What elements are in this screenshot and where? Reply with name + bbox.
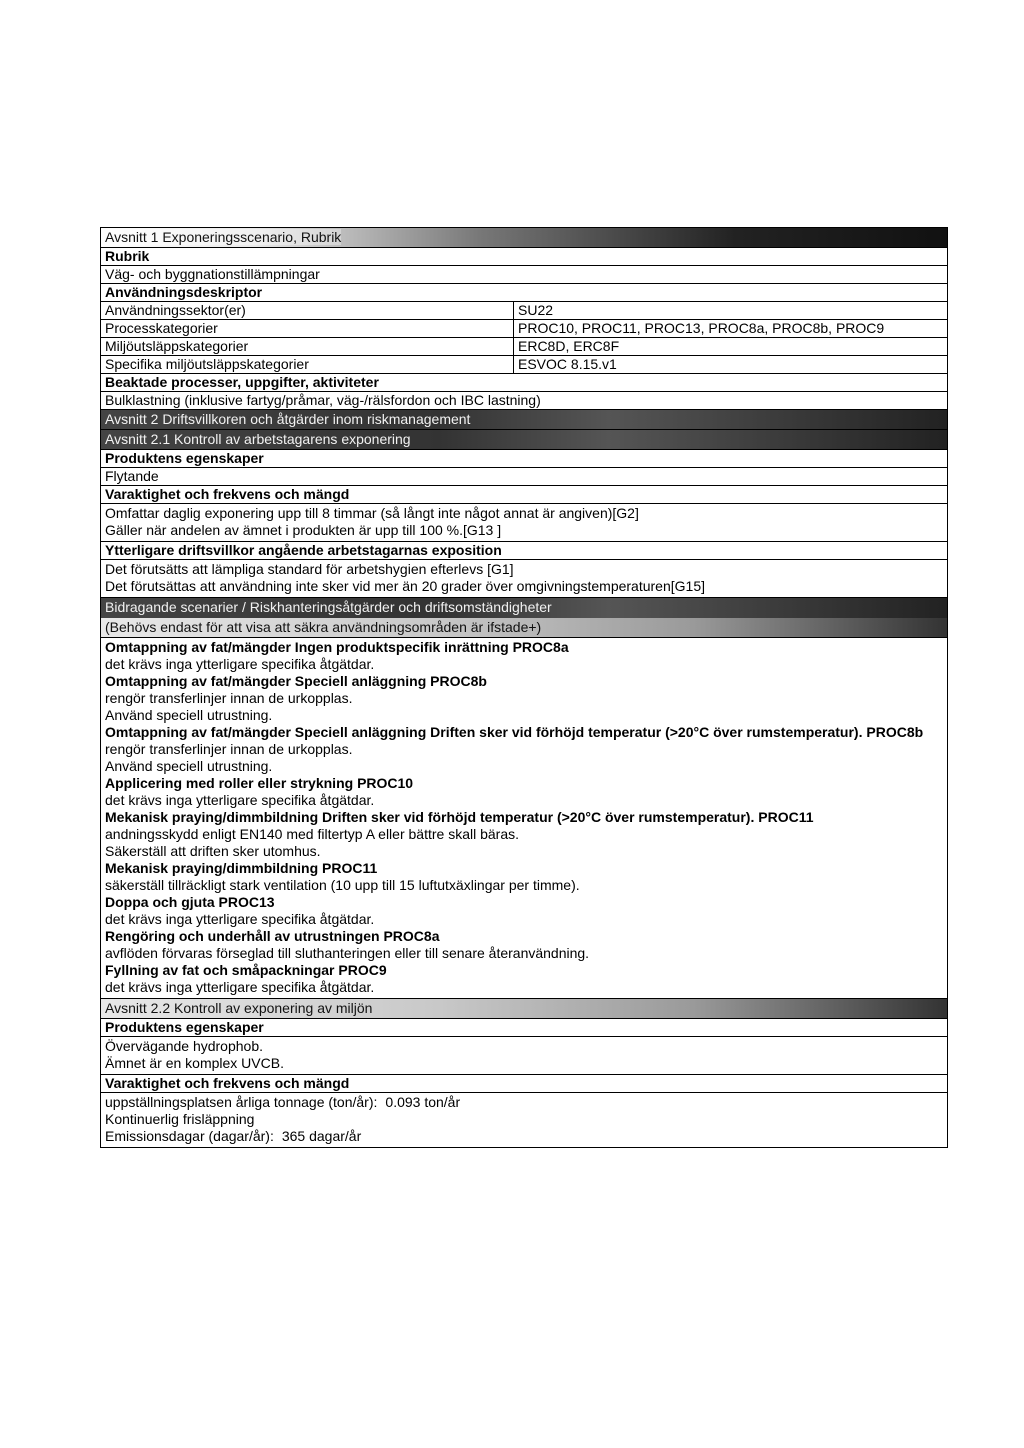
descriptor-row-label: Miljöutsläppskategorier [101, 338, 514, 355]
bidragande-note-text: (Behövs endast för att visa att säkra användningsområden är ifstade+) [105, 619, 542, 635]
descriptor-row-value: PROC10, PROC11, PROC13, PROC8a, PROC8b, PROC9 [518, 320, 885, 336]
scenario-line: det krävs inga ytterligare specifika åtgätdar. [105, 656, 375, 672]
descriptor-row-value: ERC8D, ERC8F [518, 338, 620, 354]
ytterligare-text [101, 560, 947, 598]
text-line: Övervägande hydrophob. [105, 1038, 263, 1054]
scenario-line: avflöden förvaras förseglad till sluthanteringen eller till senare återanvändning. [105, 945, 590, 961]
produktens2-text [101, 1037, 947, 1075]
scenario-line: rengör transferlinjer innan de urkopplas. [105, 741, 353, 757]
scenario-title: Mekanisk praying/dimmbildning PROC11 [105, 860, 378, 876]
descriptor-row-label: Processkategorier [101, 320, 514, 337]
scenario-title: Omtappning av fat/mängder Ingen produktspecifik inrättning PROC8a [105, 639, 569, 655]
varaktighet-label: Varaktighet och frekvens och mängd [101, 486, 947, 504]
varaktighet2-label: Varaktighet och frekvens och mängd [101, 1075, 947, 1093]
scenario-title: Fyllning av fat och småpackningar PROC9 [105, 962, 387, 978]
descriptor-row-value: SU22 [518, 302, 554, 318]
scenario-line: Säkerställ att driften sker utomhus. [105, 843, 321, 859]
bidragande-header-text: Bidragande scenarier / Riskhanteringsåtgärder och driftsomständigheter [105, 599, 552, 615]
kv-label: uppställningsplatsen årliga tonnage (ton/år): [105, 1094, 378, 1110]
kv-value: 0.093 ton/år [385, 1094, 461, 1110]
section-2-header: Avsnitt 2 Driftsvillkoren och åtgärder inom riskmanagement [101, 410, 947, 430]
scenario-line: Använd speciell utrustning. [105, 707, 273, 723]
produktens-label: Produktens egenskaper [101, 450, 947, 468]
scenario-line: det krävs inga ytterligare specifika åtgätdar. [105, 979, 375, 995]
text-line: Ämnet är en komplex UVCB. [105, 1055, 284, 1071]
processer-value: Bulklastning (inklusive fartyg/pråmar, väg-/rälsfordon och IBC lastning) [101, 392, 947, 410]
produktens-value: Flytande [101, 468, 947, 486]
scenario-title: Mekanisk praying/dimmbildning Driften sker vid förhöjd temperatur (>20°C över rumstemperatur). PROC11 [105, 809, 814, 825]
descriptor-row [101, 302, 947, 320]
descriptor-row-value: ESVOC 8.15.v1 [518, 356, 617, 372]
document-table [100, 227, 948, 1148]
produktens2-label: Produktens egenskaper [101, 1019, 947, 1037]
bidragande-note [101, 618, 947, 638]
scenario-line: rengör transferlinjer innan de urkopplas. [105, 690, 353, 706]
kv-label: Kontinuerlig frisläppning [105, 1111, 255, 1127]
section-2-2-header: Avsnitt 2.2 Kontroll av exponering av miljön [101, 999, 947, 1019]
text-line: Det förutsättas att användning inte sker vid mer än 20 grader över omgivningstemperaturen[G15] [105, 578, 705, 594]
section-2-1-header: Avsnitt 2.1 Kontroll av arbetstagarens exponering [101, 430, 947, 450]
kv-line [105, 1094, 943, 1111]
ytterligare-label: Ytterligare driftsvillkor angående arbetstagarnas exposition [101, 542, 947, 560]
rubrik-label: Rubrik [101, 248, 947, 266]
scenario-line: det krävs inga ytterligare specifika åtgätdar. [105, 792, 375, 808]
processer-label: Beaktade processer, uppgifter, aktiviteter [101, 374, 947, 392]
descriptor-row [101, 356, 947, 374]
section-1-header [101, 228, 947, 248]
descriptor-row [101, 338, 947, 356]
scenario-title: Applicering med roller eller strykning PROC10 [105, 775, 414, 791]
scenario-list [101, 638, 947, 999]
scenario-line: andningsskydd enligt EN140 med filtertyp A eller bättre skall bäras. [105, 826, 520, 842]
deskriptor-label: Användningsdeskriptor [101, 284, 947, 302]
kv-line [105, 1128, 943, 1145]
scenario-title: Doppa och gjuta PROC13 [105, 894, 275, 910]
rubrik-value: Väg- och byggnationstillämpningar [101, 266, 947, 284]
scenario-title: Rengöring och underhåll av utrustningen PROC8a [105, 928, 440, 944]
bidragande-header [101, 598, 947, 618]
section-1-header-text: Avsnitt 1 Exponeringsscenario, Rubrik [105, 229, 342, 245]
descriptor-row-label: Användningssektor(er) [101, 302, 514, 319]
kv-label: Emissionsdagar (dagar/år): [105, 1128, 274, 1144]
kv-line [105, 1111, 943, 1128]
scenario-line: det krävs inga ytterligare specifika åtgätdar. [105, 911, 375, 927]
scenario-line: Använd speciell utrustning. [105, 758, 273, 774]
text-line: Omfattar daglig exponering upp till 8 timmar (så långt inte något annat är angiven)[G2] [105, 505, 639, 521]
text-line: Det förutsätts att lämpliga standard för arbetshygien efterlevs [G1] [105, 561, 514, 577]
varaktighet2-text [101, 1093, 947, 1147]
scenario-line: säkerställ tillräckligt stark ventilation (10 upp till 15 luftutxäxlingar per timme). [105, 877, 580, 893]
text-line: Gäller när andelen av ämnet i produkten är upp till 100 %.[G13 ] [105, 522, 502, 538]
kv-value: 365 dagar/år [281, 1128, 362, 1144]
descriptor-row-label: Specifika miljöutsläppskategorier [101, 356, 514, 373]
descriptor-row [101, 320, 947, 338]
scenario-title: Omtappning av fat/mängder Speciell anläggning Driften sker vid förhöjd temperatur (>20°C över rumstemperatur). PROC8b [105, 724, 924, 740]
varaktighet-text [101, 504, 947, 542]
scenario-title: Omtappning av fat/mängder Speciell anläggning PROC8b [105, 673, 487, 689]
